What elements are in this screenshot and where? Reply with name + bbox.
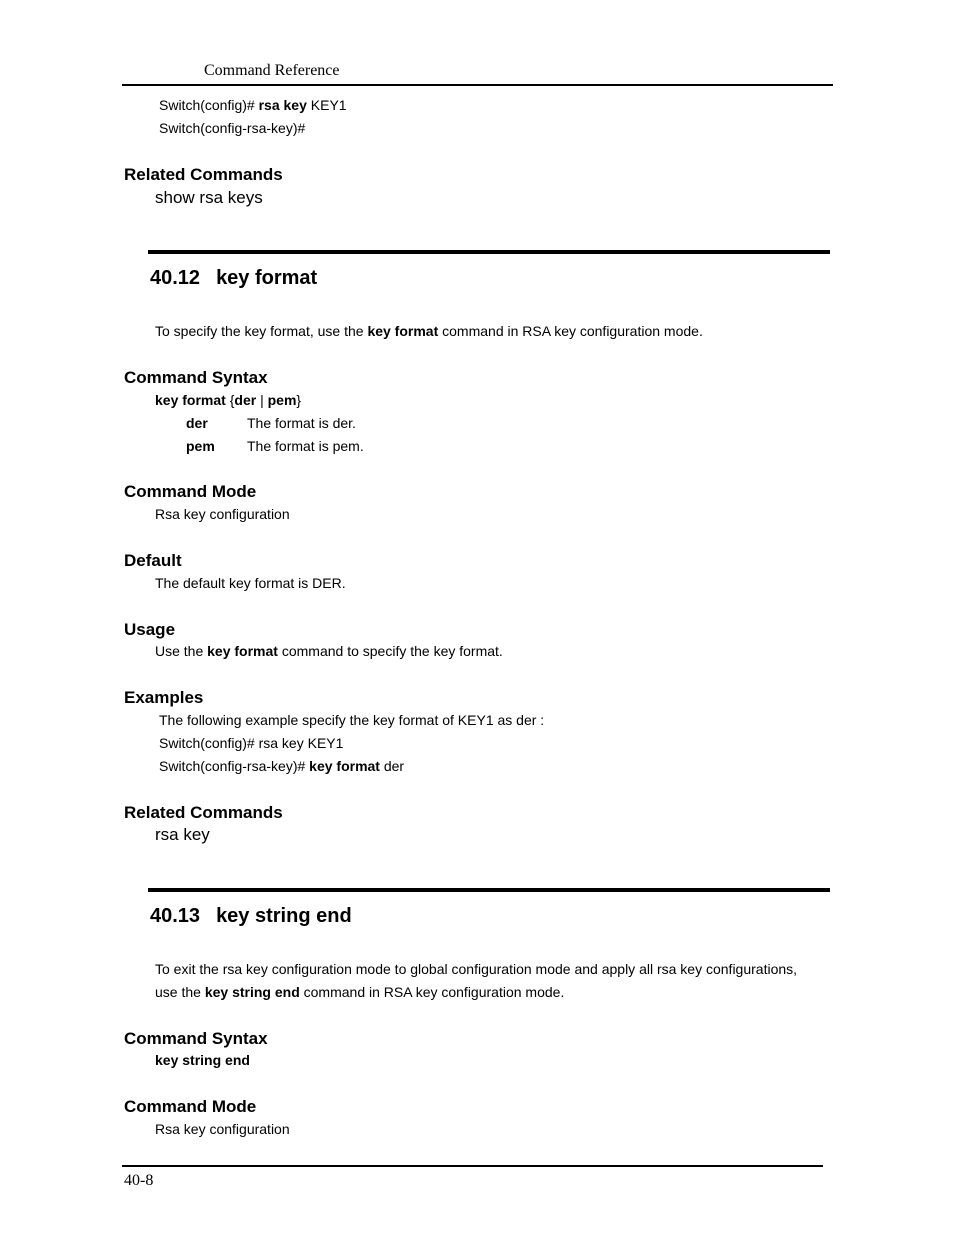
- related-command-link[interactable]: show rsa keys: [155, 188, 263, 207]
- footer-rule: [122, 1165, 823, 1167]
- code-line: Switch(config)# rsa key KEY1: [159, 97, 347, 113]
- section-name: key string end: [216, 905, 352, 927]
- section-intro: use the key string end command in RSA key configuration mode.: [155, 984, 565, 1000]
- command-syntax-heading: Command Syntax: [124, 368, 268, 387]
- command-mode-heading: Command Mode: [124, 482, 257, 501]
- param-desc: The format is der.: [247, 415, 356, 431]
- usage-text: Use the key format command to specify the key format.: [155, 643, 503, 659]
- section-rule: [148, 888, 830, 892]
- section-rule: [148, 250, 830, 254]
- command-mode-heading: Command Mode: [124, 1097, 257, 1116]
- section-title: [150, 267, 317, 290]
- command-syntax-heading: Command Syntax: [124, 1029, 268, 1048]
- param-desc: The format is pem.: [247, 438, 364, 454]
- usage-heading: Usage: [124, 620, 176, 639]
- default-heading: Default: [124, 551, 182, 570]
- command-mode: Rsa key configuration: [155, 1121, 290, 1137]
- example-line: Switch(config-rsa-key)# key format der: [159, 758, 405, 774]
- section-number: 40.12: [150, 267, 201, 289]
- section-title: [150, 905, 352, 928]
- example-line: The following example specify the key format of KEY1 as der :: [159, 712, 545, 728]
- command-syntax: key string end: [155, 1052, 250, 1068]
- code-line: Switch(config-rsa-key)#: [159, 120, 306, 136]
- header-rule: [122, 84, 833, 86]
- param-name: pem: [186, 438, 215, 454]
- default-text: The default key format is DER.: [155, 575, 346, 591]
- param-name: der: [186, 415, 208, 431]
- section-number: 40.13: [150, 905, 201, 927]
- section-intro: To specify the key format, use the key format command in RSA key configuration mode.: [155, 323, 703, 339]
- section-name: key format: [216, 267, 318, 289]
- page-number: 40-8: [124, 1172, 154, 1189]
- example-line: Switch(config)# rsa key KEY1: [159, 735, 344, 751]
- running-header: Command Reference: [204, 62, 340, 79]
- command-mode: Rsa key configuration: [155, 506, 290, 522]
- section-intro: To exit the rsa key configuration mode to global configuration mode and apply all rsa key configurations,: [155, 961, 798, 977]
- related-command-link[interactable]: rsa key: [155, 825, 210, 844]
- related-commands-heading: Related Commands: [124, 803, 283, 822]
- related-commands-heading: Related Commands: [124, 165, 283, 184]
- examples-heading: Examples: [124, 688, 204, 707]
- command-syntax: key format {der | pem}: [155, 392, 302, 408]
